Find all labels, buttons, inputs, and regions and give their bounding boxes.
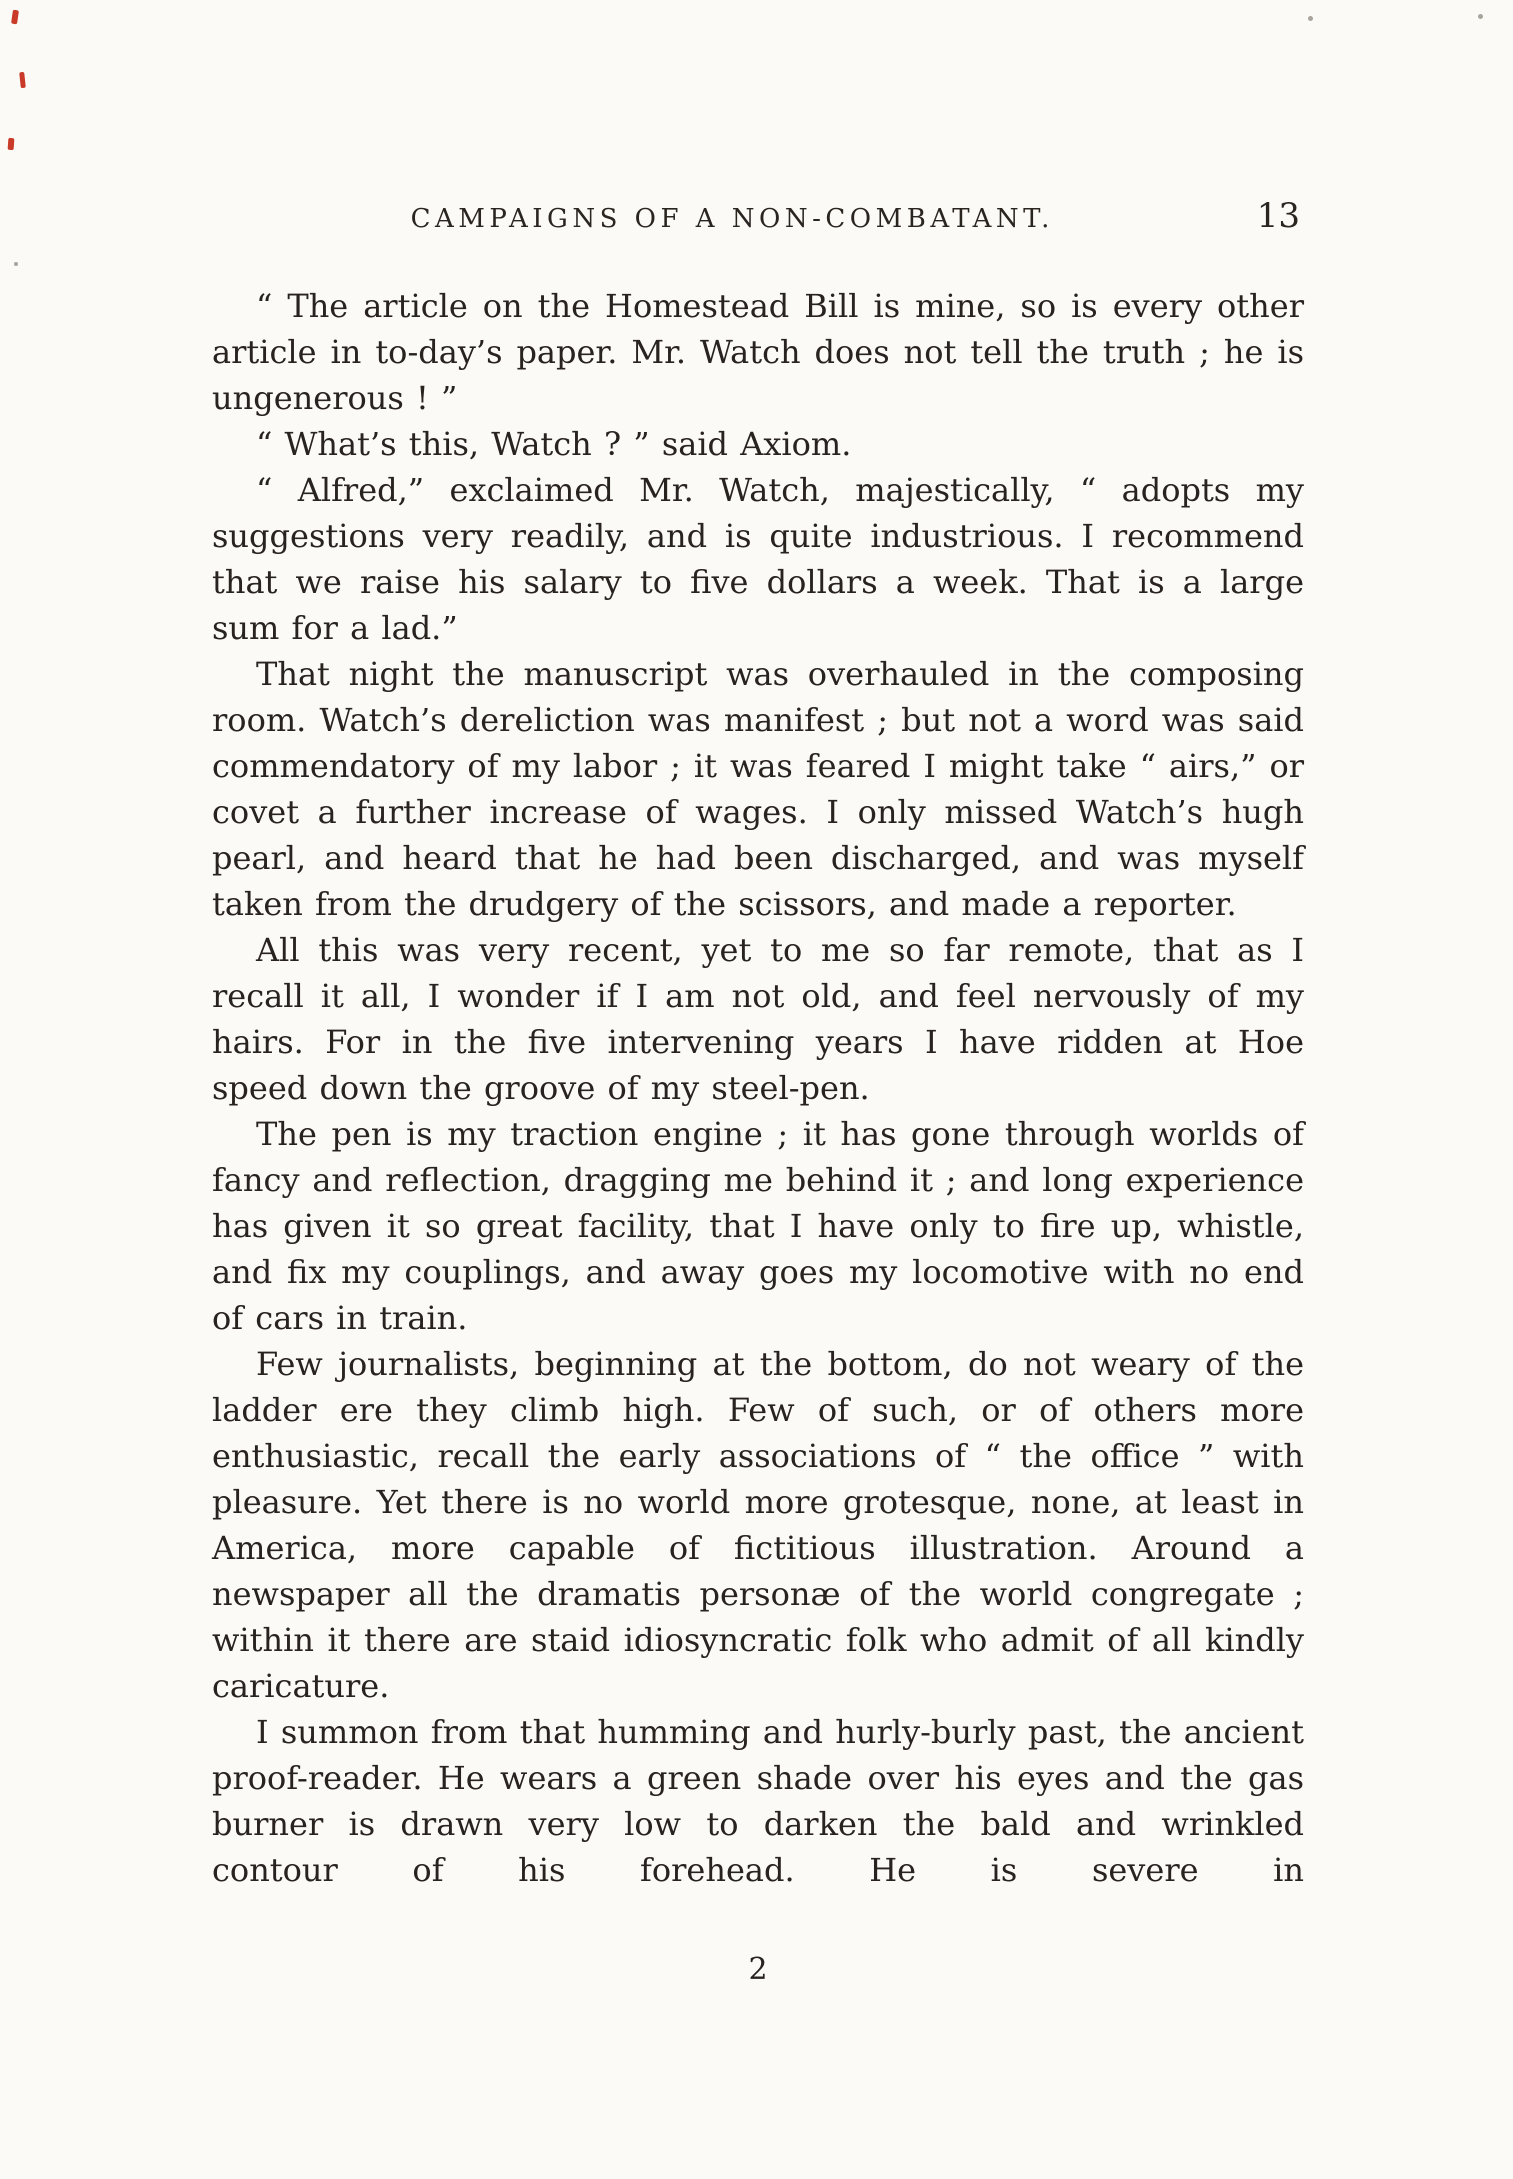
- paragraph: “ What’s this, Watch ? ” said Axiom.: [256, 425, 852, 463]
- paragraph: Few journalists, beginning at the bottom, do not weary of the ladder ere they climb high. Few of such, or of others more enthusiastic, recall the early associations of “ the office ” with pleasure. Yet there is no world more grotesque, none, at least in America, more capable of fictitious illustration. Around a newspaper all the dramatis personæ of the world congregate ; within it there are staid idiosyncratic folk who admit of all kindly caricature.: [212, 1345, 1304, 1705]
- scan-artifact: [1478, 14, 1483, 19]
- scan-artifact: [19, 72, 26, 88]
- body-text: [212, 283, 1304, 1893]
- page-footer: [212, 1952, 1304, 1987]
- paragraph: The pen is my traction engine ; it has gone through worlds of fancy and reflection, dragging me behind it ; and long experience has given it so great facility, that I have only to fire up, whistle, and fix my couplings, and away goes my locomotive with no end of cars in train.: [212, 1115, 1304, 1337]
- page-header: [212, 196, 1304, 244]
- running-head: CAMPAIGNS OF A NON-COMBATANT.: [410, 204, 1054, 234]
- paragraph: That night the manuscript was overhauled in the composing room. Watch’s dereliction was manifest ; but not a word was said commendatory of my labor ; it was feared I might take “ airs,” or covet a further increase of wages. I only missed Watch’s hugh pearl, and heard that he had been discharged, and was myself taken from the drudgery of the scissors, and made a reporter.: [212, 655, 1304, 923]
- signature-mark: 2: [748, 1952, 768, 1987]
- paragraph: I summon from that humming and hurly-burly past, the ancient proof-reader. He wears a green shade over his eyes and the gas burner is drawn very low to darken the bald and wrinkled contour of his forehead. He is severe in: [212, 1713, 1304, 1889]
- scan-artifact: [1308, 16, 1313, 21]
- scan-artifact: [14, 262, 18, 266]
- paragraph: All this was very recent, yet to me so far remote, that as I recall it all, I wonder if I am not old, and feel nervously of my hairs. For in the five intervening years I have ridden at Hoe speed down the groove of my steel-pen.: [212, 931, 1304, 1107]
- paragraph: “ Alfred,” exclaimed Mr. Watch, majestically, “ adopts my suggestions very readily, and is quite industrious. I recommend that we raise his salary to five dollars a week. That is a large sum for a lad.”: [212, 471, 1304, 647]
- paragraph: “ The article on the Homestead Bill is mine, so is every other article in to-day’s paper. Mr. Watch does not tell the truth ; he is ungenerous ! ”: [212, 287, 1304, 417]
- scan-artifact: [11, 10, 19, 25]
- page-number: 13: [1256, 196, 1300, 236]
- scan-artifact: [8, 138, 15, 150]
